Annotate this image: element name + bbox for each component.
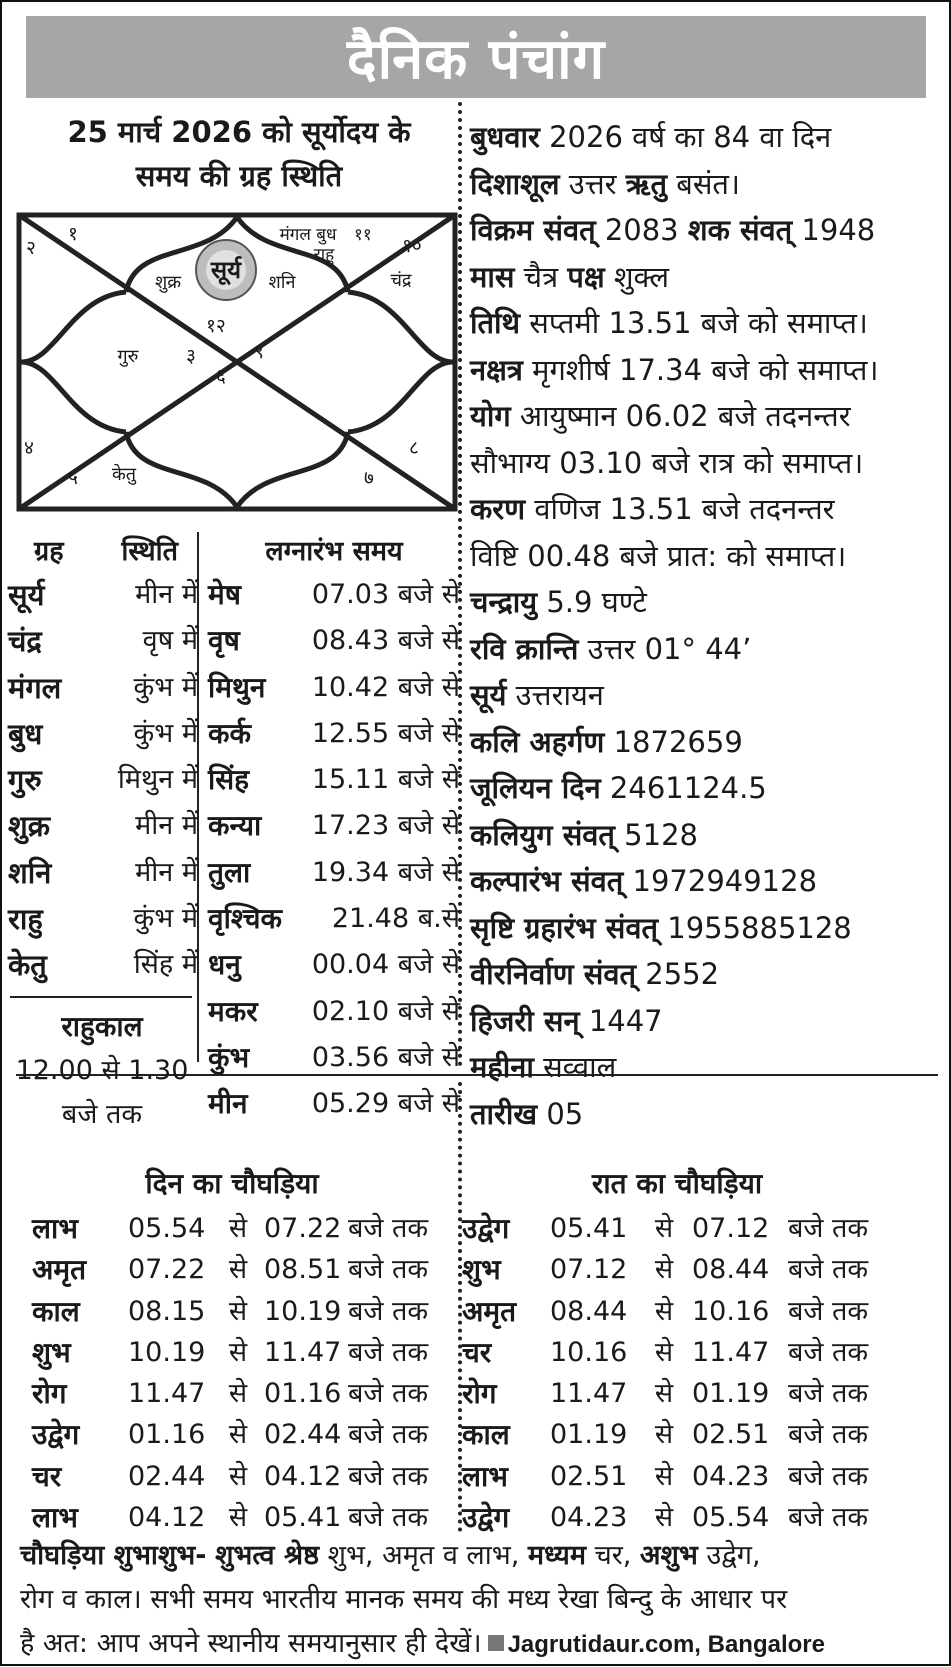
info-row-chandrayu: चन्द्रायु 5.9 घण्टे [470, 585, 647, 619]
kundli-lotus-right-lower [348, 362, 453, 432]
choghadiya-from: 08.15 [128, 1295, 206, 1327]
choghadiya-from: 04.12 [128, 1502, 206, 1534]
kundli-guru: गुरु [117, 346, 139, 367]
heading-line-2: समय की ग्रह स्थिति [135, 159, 343, 193]
choghadiya-se: से [228, 1254, 248, 1286]
graha-sthiti: कुंभ में [133, 671, 198, 703]
choghadiya-to: 08.44 [692, 1254, 770, 1286]
lagna-time: 12.55 बजे से [311, 717, 460, 749]
choghadiya-row [32, 1332, 432, 1373]
brand-square-icon [488, 1635, 504, 1651]
choghadiya-tak: बजे तक [348, 1254, 429, 1286]
lagna-rashi: कुंभ [208, 1040, 250, 1074]
graha-name: राहु [8, 902, 43, 937]
choghadiya-tak: बजे तक [788, 1254, 869, 1286]
lagna-time: 02.10 बजे से [311, 995, 460, 1027]
choghadiya-to: 10.19 [264, 1295, 342, 1327]
info-row-karan-cont: विष्टि 00.48 बजे प्रात: को समाप्त। [470, 538, 847, 573]
choghadiya-tak: बजे तक [348, 1336, 429, 1368]
lagna-rashi: मकर [208, 994, 258, 1028]
graha-sthiti: कुंभ में [133, 717, 198, 749]
choghadiya-se: से [228, 1378, 248, 1410]
din-choghadiya [32, 1160, 432, 1538]
lagna-rashi: धनु [208, 948, 241, 982]
choghadiya-from: 11.47 [128, 1378, 206, 1410]
info-row-hijri: हिजरी सन् 1447 [470, 1003, 663, 1038]
info-row-kalparambh-samvat: कल्पारंभ संवत् 1972949128 [470, 864, 818, 898]
brand-text: Jagrutidaur.com, Bangalore [507, 1631, 825, 1658]
choghadiya-to: 07.22 [264, 1213, 342, 1244]
info-row-mahina: महीना सव्वाल [470, 1050, 617, 1084]
choghadiya-name: काल [32, 1294, 80, 1328]
choghadiya-to: 02.51 [692, 1419, 770, 1451]
choghadiya-row [462, 1456, 892, 1497]
lagnarambh-table [208, 532, 460, 1128]
choghadiya-tak: बजे तक [788, 1213, 869, 1244]
choghadiya-row [32, 1497, 432, 1538]
kundli-rahu: राहु [313, 245, 335, 265]
lagna-time: 03.56 बजे से [311, 1041, 460, 1073]
rahukaal-title: राहुकाल [61, 1010, 143, 1043]
choghadiya-se: से [228, 1502, 248, 1534]
kundli-house-9: ९ [254, 341, 264, 363]
lagna-rashi: कन्या [208, 809, 262, 843]
choghadiya-name: लाभ [32, 1501, 78, 1535]
kundli-sun-label: सूर्य [210, 256, 242, 284]
lagna-rashi: वृश्चिक [208, 902, 283, 936]
graha-row [8, 711, 198, 757]
choghadiya-row [32, 1373, 432, 1414]
kundli-shani: शनि [268, 272, 296, 293]
graha-row [8, 665, 198, 711]
choghadiya-se: से [228, 1336, 248, 1368]
choghadiya-name: चर [32, 1459, 62, 1493]
kundli-lotus-left-lower [21, 362, 126, 432]
choghadiya-row [32, 1291, 432, 1332]
choghadiya-name: लाभ [32, 1212, 78, 1245]
graha-row [8, 572, 198, 618]
choghadiya-row [32, 1414, 432, 1455]
info-row-surya: सूर्य उत्तरायन [470, 678, 604, 712]
lagna-row [208, 942, 460, 988]
lagna-row [208, 711, 460, 757]
footer-line-1: चौघड़िया शुभाशुभ- शुभत्व श्रेष्ठ शुभ, अमृत व लाभ, मध्यम चर, अशुभ उद्वेग, [20, 1540, 761, 1571]
lagna-time: 08.43 बजे से [311, 625, 460, 657]
info-row-maas: मास चैत्र पक्ष शुक्ल [470, 259, 670, 294]
graha-name: गुरु [8, 763, 42, 798]
info-row-weekday: बुधवार 2026 वर्ष का 84 वा दिन [470, 120, 832, 154]
graha-name: सूर्य [8, 578, 45, 612]
choghadiya-tak: बजे तक [348, 1419, 429, 1451]
graha-row [8, 757, 198, 803]
info-row-yog: योग आयुष्मान 06.02 बजे तदनन्तर [470, 399, 851, 433]
lagna-time: 15.11 बजे से [311, 764, 460, 796]
kundli-lotus-right-upper [348, 292, 453, 362]
info-row-julian-day: जूलियन दिन 2461124.5 [470, 771, 767, 805]
kundli-house-3: ३ [186, 345, 196, 367]
choghadiya-row [462, 1208, 892, 1249]
kundli-house-8: ८ [409, 437, 419, 459]
lagna-rashi: वृष [208, 624, 240, 658]
graha-name: मंगल [8, 670, 62, 705]
choghadiya-se: से [654, 1254, 674, 1286]
choghadiya-to: 01.16 [264, 1378, 342, 1410]
lagna-row [208, 1035, 460, 1081]
choghadiya-tak: बजे तक [788, 1460, 869, 1492]
choghadiya-to: 05.54 [692, 1502, 770, 1534]
choghadiya-name: काल [462, 1418, 510, 1452]
graha-row [8, 618, 198, 664]
choghadiya-se: से [654, 1378, 674, 1410]
lagna-rashi: तुला [208, 855, 251, 889]
info-row-kali-ahargan: कलि अहर्गण 1872659 [470, 724, 743, 759]
choghadiya-row [462, 1249, 892, 1290]
choghadiya-row [462, 1373, 892, 1414]
choghadiya-to: 08.51 [264, 1254, 342, 1286]
choghadiya-to: 07.12 [692, 1213, 770, 1244]
kundli-house-5: ५ [68, 467, 78, 489]
choghadiya-tak: बजे तक [788, 1295, 869, 1327]
kundli-ketu: केतु [111, 464, 137, 485]
info-row-tarikh: तारीख 05 [470, 1096, 584, 1131]
kundli-house-12: १२ [206, 315, 226, 337]
graha-name: चंद्र [8, 624, 42, 659]
footer-line-2: रोग व काल। सभी समय भारतीय मानक समय की मध्य रेखा बिन्दु के आधार पर [20, 1584, 788, 1615]
choghadiya-tak: बजे तक [348, 1502, 429, 1534]
choghadiya-from: 08.44 [550, 1295, 628, 1327]
lagna-rashi: सिंह [208, 763, 250, 797]
choghadiya-se: से [654, 1502, 674, 1534]
lagna-time: 00.04 बजे से [311, 949, 460, 981]
choghadiya-se: से [228, 1460, 248, 1492]
choghadiya-to: 04.12 [264, 1460, 342, 1492]
choghadiya-name: चर [462, 1335, 492, 1369]
lagna-rashi: कर्क [208, 716, 252, 750]
choghadiya-row [462, 1332, 892, 1373]
lagna-row [208, 1081, 460, 1127]
lagna-time: 05.29 बजे से [311, 1088, 460, 1120]
choghadiya-to: 05.41 [264, 1502, 342, 1534]
lagna-rashi: मिथुन [208, 670, 266, 704]
title-banner [26, 16, 926, 98]
info-row-yog-cont: सौभाग्य 03.10 बजे रात्र को समाप्त। [470, 445, 864, 480]
footer-note [20, 1534, 938, 1667]
rahukaal-tak: बजे तक [61, 1099, 143, 1130]
panchang-info [470, 114, 946, 1137]
kundli-lotus-bottom [126, 432, 348, 507]
choghadiya-name: अमृत [32, 1253, 87, 1287]
choghadiya-se: से [654, 1460, 674, 1492]
lagna-row [208, 757, 460, 803]
choghadiya-se: से [228, 1295, 248, 1327]
graha-name: बुध [8, 716, 43, 751]
lagna-row [208, 989, 460, 1035]
separator-rahukaal [10, 996, 192, 998]
graha-sthiti: मीन में [135, 579, 198, 610]
heading-line-1: 25 मार्च 2026 को सूर्योदय के [67, 115, 411, 149]
choghadiya-to: 01.19 [692, 1378, 770, 1410]
choghadiya-to: 11.47 [692, 1336, 770, 1368]
rahukaal-time: 12.00 से 1.30 [15, 1055, 189, 1086]
info-row-dishashool: दिशाशूल उत्तर ऋतु बसंत। [470, 166, 740, 201]
choghadiya-name: लाभ [462, 1459, 508, 1493]
choghadiya-tak: बजे तक [788, 1336, 869, 1368]
graha-row [8, 942, 198, 988]
choghadiya-from: 02.44 [128, 1460, 206, 1492]
choghadiya-to: 10.16 [692, 1295, 770, 1327]
kundli-chart [16, 212, 458, 512]
info-row-srishti-samvat: सृष्टि ग्रहारंभ संवत् 1955885128 [470, 910, 852, 945]
choghadiya-name: रोग [32, 1377, 67, 1411]
choghadiya-row [462, 1497, 892, 1538]
graha-header: ग्रह स्थिति [34, 536, 178, 567]
choghadiya-from: 05.41 [550, 1213, 628, 1244]
graha-row [8, 896, 198, 942]
choghadiya-from: 04.23 [550, 1502, 628, 1534]
graha-sthiti: वृष में [142, 625, 198, 657]
choghadiya-from: 10.16 [550, 1336, 628, 1368]
choghadiya-name: अमृत [462, 1294, 517, 1328]
choghadiya-name: उद्वेग [462, 1501, 510, 1535]
kundli-lotus-left-upper [21, 292, 126, 362]
info-row-nakshatra: नक्षत्र मृगशीर्ष 17.34 बजे को समाप्त। [470, 352, 879, 387]
lagna-rashi: मीन [208, 1087, 248, 1121]
choghadiya-from: 01.19 [550, 1419, 628, 1451]
rahukaal-box [8, 1005, 196, 1137]
din-choghadiya-header: दिन का चौघड़िया [145, 1167, 319, 1200]
lagna-row [208, 896, 460, 942]
lagna-row [208, 665, 460, 711]
kundli-shukra: शुक्र [154, 272, 182, 293]
lagna-row [208, 850, 460, 896]
kundli-house-10: १० [402, 235, 422, 257]
kundli-house-4: ४ [24, 437, 34, 459]
choghadiya-to: 04.23 [692, 1460, 770, 1492]
lagna-row [208, 803, 460, 849]
choghadiya-tak: बजे तक [788, 1419, 869, 1451]
graha-sthiti: सिंह में [133, 949, 198, 981]
kundli-house-1: १ [68, 223, 78, 245]
choghadiya-from: 07.22 [128, 1254, 206, 1286]
choghadiya-se: से [228, 1213, 248, 1244]
raat-choghadiya [462, 1160, 892, 1538]
choghadiya-from: 10.19 [128, 1336, 206, 1368]
choghadiya-tak: बजे तक [788, 1378, 869, 1410]
choghadiya-name: उद्वेग [462, 1212, 510, 1245]
graha-sthiti: मिथुन में [117, 764, 198, 796]
choghadiya-row [462, 1414, 892, 1455]
chart-heading [16, 110, 462, 198]
lagna-time: 17.23 बजे से [311, 810, 460, 842]
choghadiya-from: 05.54 [128, 1213, 206, 1244]
graha-name: शनि [8, 855, 52, 890]
info-row-samvat: विक्रम संवत् 2083 शक संवत् 1948 [470, 213, 876, 247]
kundli-house-6: ६ [216, 365, 226, 387]
choghadiya-tak: बजे तक [348, 1378, 429, 1410]
kundli-house-7: ७ [364, 467, 374, 489]
choghadiya-to: 11.47 [264, 1336, 342, 1368]
info-row-karan: करण वणिज 13.51 बजे तदनन्तर [470, 492, 835, 526]
graha-sthiti: मीन में [135, 810, 198, 842]
footer-line-3: है अत: आप अपने स्थानीय समयानुसार ही देखें। Jagrutidaur.com, Bangalore [20, 1628, 825, 1659]
choghadiya-tak: बजे तक [348, 1460, 429, 1492]
choghadiya-se: से [654, 1213, 674, 1244]
lagna-time: 21.48 ब.से [331, 903, 460, 935]
kundli-mangal-budh: मंगल बुध [279, 225, 337, 245]
choghadiya-se: से [654, 1419, 674, 1451]
kundli-house-2: २ [26, 237, 36, 259]
choghadiya-from: 02.51 [550, 1460, 628, 1492]
choghadiya-tak: बजे तक [788, 1502, 869, 1534]
graha-name: शुक्र [8, 809, 50, 844]
lagna-header: लग्नारंभ समय [265, 536, 403, 567]
choghadiya-row [32, 1249, 432, 1290]
info-row-kaliyug-samvat: कलियुग संवत् 5128 [470, 817, 698, 852]
graha-sthiti-table [8, 532, 198, 989]
graha-sthiti: कुंभ में [133, 903, 198, 935]
choghadiya-row [462, 1291, 892, 1332]
lagna-rashi: मेष [208, 578, 241, 611]
info-row-ravi-kranti: रवि क्रान्ति उत्तर 01° 44’ [470, 631, 752, 666]
choghadiya-name: शुभ [32, 1335, 71, 1369]
choghadiya-row [32, 1456, 432, 1497]
lagna-row [208, 572, 460, 618]
page-title: दैनिक पंचांग [346, 27, 606, 92]
graha-sthiti: मीन में [135, 856, 198, 888]
graha-name: केतु [8, 948, 47, 983]
info-row-tithi: तिथि सप्तमी 13.51 बजे को समाप्त। [470, 306, 868, 340]
choghadiya-name: उद्वेग [32, 1418, 80, 1452]
choghadiya-tak: बजे तक [348, 1295, 429, 1327]
choghadiya-from: 07.12 [550, 1254, 628, 1286]
choghadiya-to: 02.44 [264, 1419, 342, 1451]
raat-choghadiya-header: रात का चौघड़िया [591, 1167, 763, 1200]
graha-row [8, 850, 198, 896]
choghadiya-from: 11.47 [550, 1378, 628, 1410]
choghadiya-se: से [228, 1419, 248, 1451]
graha-row [8, 803, 198, 849]
choghadiya-name: रोग [462, 1377, 497, 1411]
choghadiya-name: शुभ [462, 1253, 501, 1287]
choghadiya-from: 01.16 [128, 1419, 206, 1451]
lagna-time: 19.34 बजे से [311, 856, 460, 888]
choghadiya-se: से [654, 1336, 674, 1368]
lagna-time: 07.03 बजे से [311, 579, 460, 610]
lagna-time: 10.42 बजे से [311, 671, 460, 703]
choghadiya-row [32, 1208, 432, 1249]
kundli-house-11: ११ [354, 225, 372, 245]
info-row-veernirvan-samvat: वीरनिर्वाण संवत् 2552 [470, 957, 720, 991]
lagna-row [208, 618, 460, 664]
choghadiya-se: से [654, 1295, 674, 1327]
choghadiya-tak: बजे तक [348, 1213, 429, 1244]
kundli-chandra: चंद्र [390, 270, 412, 291]
